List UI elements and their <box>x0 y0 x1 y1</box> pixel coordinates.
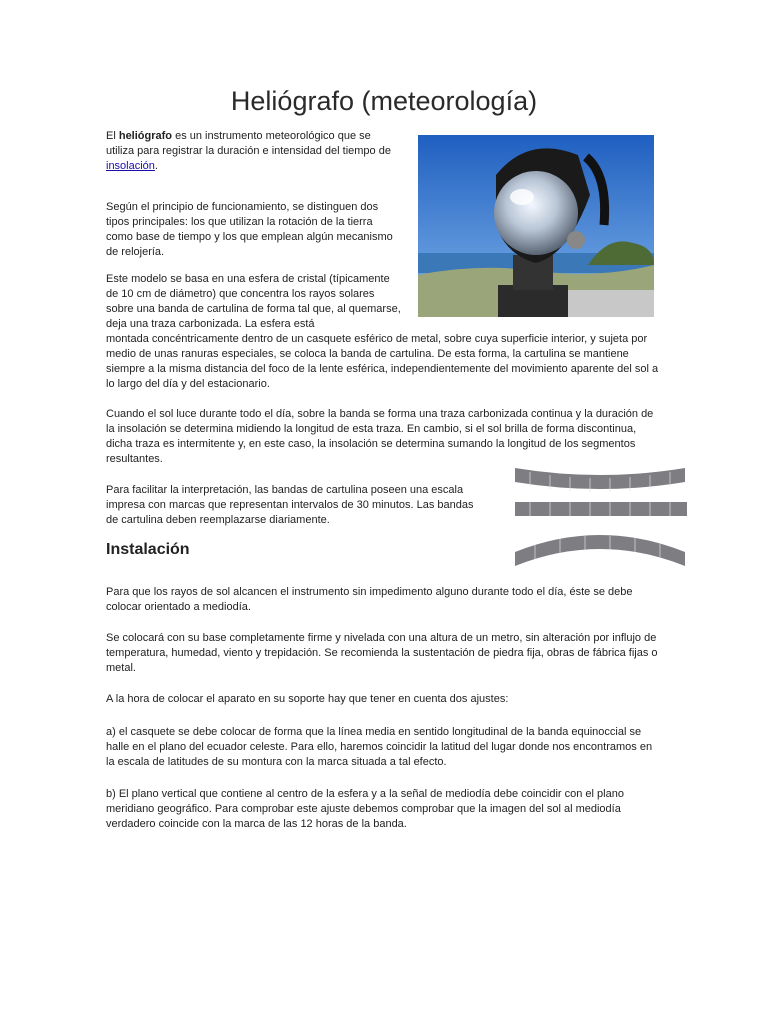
strip-winter <box>515 535 685 566</box>
intro-prefix: El <box>106 130 119 142</box>
insolacion-link[interactable]: insolación <box>106 160 155 172</box>
photo-glass-sphere <box>494 171 578 255</box>
intro-suffix: . <box>154 160 158 172</box>
trace-paragraph: Cuando el sol luce durante todo el día, sobre la banda se forma una traza carbonizada continua y la duración de la insolación se determina midiendo la longitud de esta traza. En cambio, si el sol brilla de forma discontinua, dicha traza es intermitente y, en este caso, la insolación se determina sumando la longitud de los segmentos resultantes. <box>106 408 654 465</box>
installation-paragraph-1: Para que los rayos de sol alcancen el instrumento sin impedimento alguno durante todo el día, éste se debe colocar orientado a mediodía. <box>106 586 633 613</box>
intro-paragraph <box>106 129 391 174</box>
model-paragraph-top: Este modelo se basa en una esfera de cristal (típicamente de 10 cm de diámetro) que concentra los rayos solares sobre una banda de cartulina de forma tal que, al quemarse, deja una traza carbonizada. La esfera está <box>106 273 401 330</box>
card-strips-image <box>510 460 690 572</box>
intro-term: heliógrafo <box>118 130 173 142</box>
photo-road <box>568 290 654 317</box>
strip-summer <box>515 468 685 489</box>
model-paragraph-bottom: montada concéntricamente dentro de un casquete esférico de metal, sobre cuya superficie interior, y sujeta por medio de unas ranuras especiales, se coloca la banda de cartulina. De esta forma, la cartulina se mantiene siempre a la misma distancia del foco de la lente esférica, independientemente del movimiento aparente del sol a lo largo del día y del estacionario. <box>106 333 659 390</box>
intro-middle: es un instrumento meteorológico que se utiliza para registrar la duración e intensidad del tiempo de <box>106 130 391 157</box>
principle-paragraph: Según el principio de funcionamiento, se distinguen dos tipos principales: los que utilizan la rotación de la tierra como base de tiempo y los que emplean algún mecanismo de relojería. <box>106 201 393 258</box>
photo-knob <box>567 231 585 249</box>
heliograph-photo <box>418 135 654 317</box>
adjustment-a-paragraph: a) el casquete se debe colocar de forma que la línea media en sentido longitudinal de la banda equinoccial se halle en el plano del ecuador celeste. Para ello, haremos coincidir la latitud del lugar donde nos encontramos en la escala de latitudes de su montura con la marca situada a tal efecto. <box>106 726 653 768</box>
adjustment-b-paragraph: b) El plano vertical que contiene al centro de la esfera y a la señal de mediodía debe coincidir con el plano meridiano geográfico. Para comprobar este ajuste debemos comprobar que la imagen del sol al mediodía verdadero coincide con la marca de las 12 horas de la banda. <box>106 788 624 830</box>
page-title: Heliógrafo (meteorología) <box>230 86 538 116</box>
bands-paragraph: Para facilitar la interpretación, las bandas de cartulina poseen una escala impresa con marcas que representan intervalos de 30 minutos. Las bandas de cartulina deben reemplazarse diariamente. <box>106 484 474 526</box>
strip-equinox <box>515 502 687 516</box>
installation-paragraph-2: Se colocará con su base completamente firme y nivelada con una altura de un metro, sin alteración por influjo de temperatura, humedad, viento y trepidación. Se recomienda la sustentación de piedra fija, obras de fábrica fijas o metal. <box>106 632 658 674</box>
installation-heading: Instalación <box>106 541 190 558</box>
installation-paragraph-3: A la hora de colocar el aparato en su soporte hay que tener en cuenta dos ajustes: <box>106 693 509 705</box>
